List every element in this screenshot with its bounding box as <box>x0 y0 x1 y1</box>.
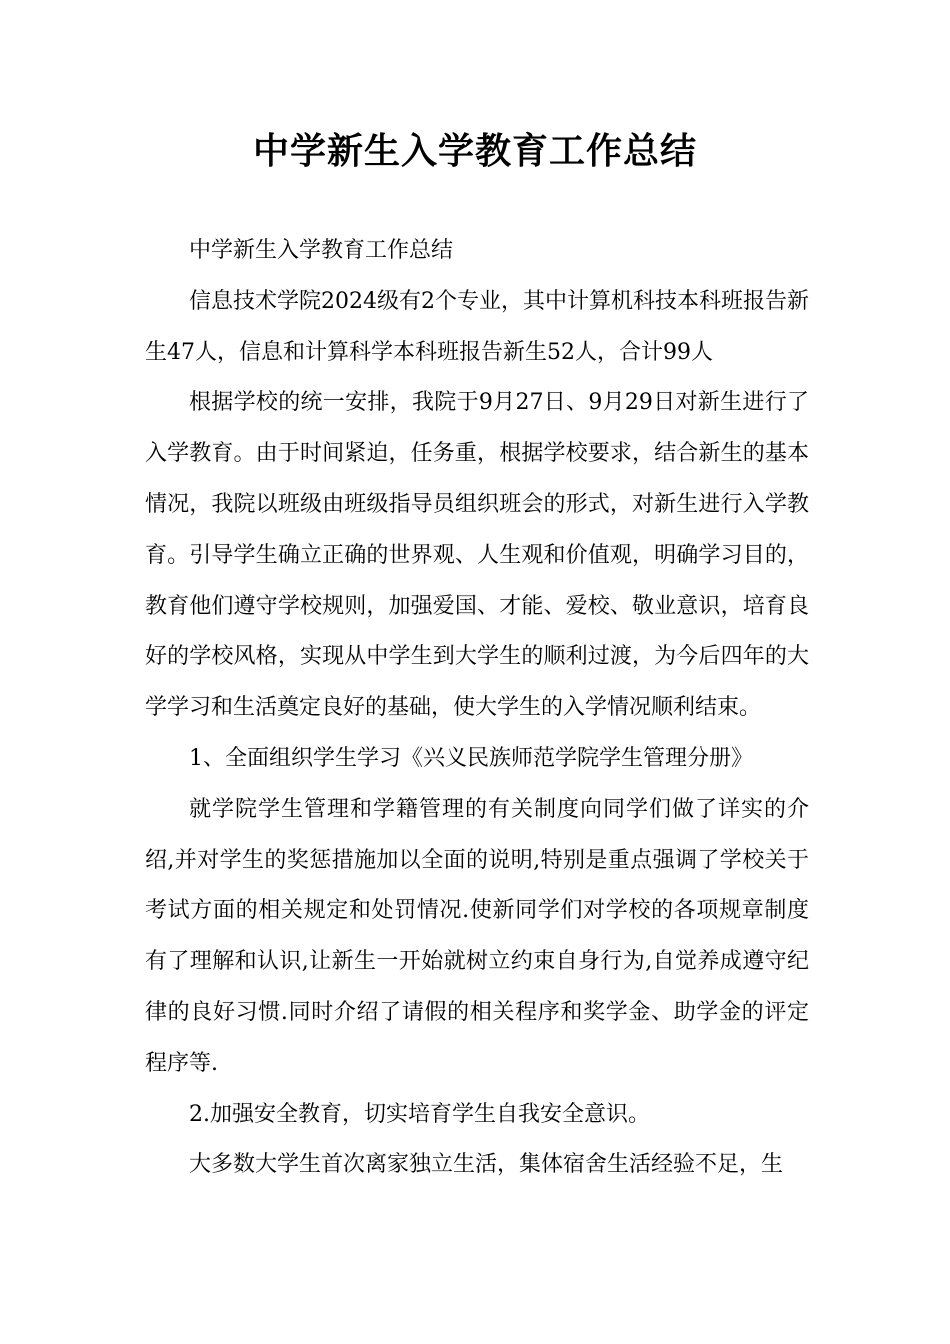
paragraph-rules: 就学院学生管理和学籍管理的有关制度向同学们做了详实的介绍,并对学生的奖惩措施加以全面的说明,特别是重点强调了学校关于考试方面的相关规定和处罚情况.使新同学们对学校的各项规章制度有了理解和认识,让新生一开始就树立约束自身行为,自觉养成遵守纪律的良好习惯.同时介绍了请假的相关程序和奖学金、助学金的评定程序等. <box>145 796 809 1076</box>
paragraph-safety: 大多数大学生首次离家独立生活，集体宿舍生活经验不足，生 <box>189 1152 784 1178</box>
paragraph-subtitle: 中学新生入学教育工作总结 <box>189 238 454 263</box>
section-heading-1: 1、全面组织学生学习《兴义民族师范学院学生管理分册》 <box>189 745 753 771</box>
section-heading-2: 2.加强安全教育，切实培育学生自我安全意识。 <box>189 1101 650 1127</box>
document-title: 中学新生入学教育工作总结 <box>252 131 697 172</box>
document-body <box>145 226 809 1191</box>
paragraph-enrollment: 信息技术学院2024级有2个专业，其中计算机科技本科班报告新生47人，信息和计算科学本科班报告新生52人，合计99人 <box>145 288 809 365</box>
paragraph-arrangement: 根据学校的统一安排，我院于9月27日、9月29日对新生进行了入学教育。由于时间紧迫，任务重，根据学校要求，结合新生的基本情况，我院以班级由班级指导员组织班会的形式，对新生进行入学教育。引导学生确立正确的世界观、人生观和价值观，明确学习目的，教育他们遵守学校规则，加强爱国、才能、爱校、敬业意识，培育良好的学校风格，实现从中学生到大学生的顺利过渡，为今后四年的大学学习和生活奠定良好的基础，使大学生的入学情况顺利结束。 <box>145 390 809 721</box>
